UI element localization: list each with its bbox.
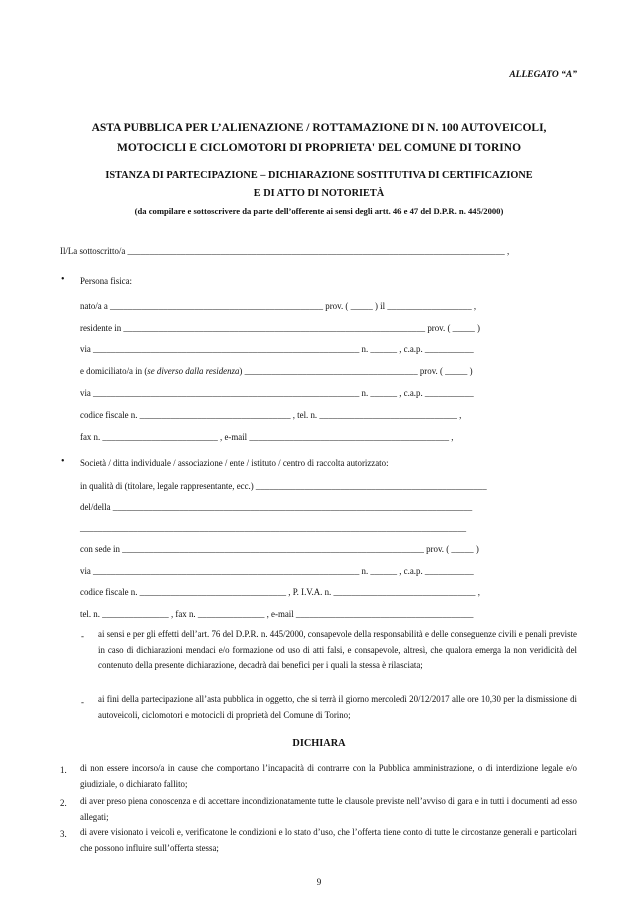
denominazione-field[interactable]: del/della _________________________________________________________________________________ <box>80 502 473 512</box>
via-sede-field[interactable]: via ____________________________________________________________ n. ______ , c.a.p. ___________ <box>80 566 474 576</box>
subtitle-line-2: E DI ATTO DI NOTORIETÀ <box>253 188 385 199</box>
page-number: 9 <box>316 877 322 887</box>
via-domicilio-field[interactable]: via ____________________________________________________________ n. ______ , c.a.p. ___________ <box>80 388 474 398</box>
allegato-label: ALLEGATO “A” <box>509 70 577 80</box>
codice-fiscale-piva-field[interactable]: codice fiscale n. _________________________________ , P. I.V.A. n. ________________________________ , <box>80 587 480 597</box>
sede-field[interactable]: con sede in ____________________________________________________________________ prov. ( _____ ) <box>80 544 479 554</box>
dash-item-partecipazione: ai fini della partecipazione all’asta pubblica in oggetto, che si terrà il giorno mercoledì 20/12/2017 alle ore 10,30 per la dismissione di autoveicoli, ciclomotori e motocicli di proprietà del Comune di Torino; <box>98 694 577 720</box>
subtitle-note: (da compilare e sottoscrivere da parte dell’offerente ai sensi degli artt. 46 e 47 del D.P.R. n. 445/2000) <box>134 206 504 216</box>
dichiara-item-number: 2. <box>60 798 67 808</box>
dash-marker: - <box>81 631 84 641</box>
domicilio-field[interactable]: e domiciliato/a in (se diverso dalla residenza) _______________________________________ prov. ( _____ ) <box>80 366 473 376</box>
nato-a-field[interactable]: nato/a a ________________________________________________ prov. ( _____ ) il ___________________ , <box>80 301 477 311</box>
fax-email-field[interactable]: fax n. __________________________ , e-mail _____________________________________________ , <box>80 432 454 442</box>
document-subtitle <box>60 167 578 203</box>
title-line-2: MOTOCICLI E CICLOMOTORI DI PROPRIETA' DEL COMUNE DI TORINO <box>116 142 522 154</box>
dash-marker: - <box>81 697 84 707</box>
dash-item-responsabilita: ai sensi e per gli effetti dell’art. 76 del D.P.R. n. 445/2000, consapevole della responsabilità e delle conseguenze civili e penali previste in caso di dichiarazioni mendaci e/o formazione od uso di atti falsi, e consapevole, altresì, che qualora emerga la non veridicità del contenuto della presente dichiarazione, decadrà dai benefici per i quali la stessa è rilasciata; <box>98 629 577 671</box>
dichiara-heading: DICHIARA <box>292 738 346 749</box>
residente-field[interactable]: residente in ____________________________________________________________________ prov. ( _____ ) <box>80 323 481 333</box>
persona-fisica-heading: Persona fisica: <box>80 276 133 286</box>
bullet-icon: • <box>61 274 65 285</box>
dichiara-item-1: di non essere incorso/a in cause che comportano l’incapacità di contrarre con la Pubblica amministrazione, o di interdizione legale e/o giudiziale, o dichiarato fallito; <box>80 763 577 789</box>
societa-heading: Società / ditta individuale / associazione / ente / istituto / centro di raccolta autorizzato: <box>80 458 389 468</box>
dichiara-item-3: di avere visionato i veicoli e, verificatone le condizioni e lo stato d’uso, che l’offerta tiene conto di tutte le circostanze generali e particolari che possono influire sull’offerta stessa; <box>80 827 577 853</box>
dichiara-item-number: 3. <box>60 829 67 839</box>
document-title <box>60 118 578 158</box>
codice-fiscale-field[interactable]: codice fiscale n. __________________________________ , tel. n. _______________________________ , <box>80 410 462 420</box>
denominazione-cont-field[interactable]: _______________________________________________________________________________________ <box>80 523 467 533</box>
sottoscritto-field[interactable]: Il/La sottoscritto/a _____________________________________________________________________________________ , <box>60 246 510 256</box>
dichiara-item-number: 1. <box>60 765 67 775</box>
title-line-1: ASTA PUBBLICA PER L’ALIENAZIONE / ROTTAMAZIONE DI N. 100 AUTOVEICOLI, <box>91 122 547 134</box>
subtitle-line-1: ISTANZA DI PARTECIPAZIONE – DICHIARAZIONE SOSTITUTIVA DI CERTIFICAZIONE <box>105 170 533 181</box>
bullet-icon: • <box>61 456 65 467</box>
domicilio-note: se diverso dalla residenza <box>147 366 240 376</box>
dichiara-item-2: di aver preso piena conoscenza e di accettare incondizionatamente tutte le clausole previste nell’avviso di gara e in tutti i documenti ad esso allegati; <box>80 796 577 822</box>
tel-fax-email-field[interactable]: tel. n. _______________ , fax n. _______________ , e-mail ________________________________________ <box>80 609 474 619</box>
qualita-field[interactable]: in qualità di (titolare, legale rappresentante, ecc.) ____________________________________________________ <box>80 481 487 491</box>
via-field[interactable]: via ____________________________________________________________ n. ______ , c.a.p. ___________ <box>80 344 474 354</box>
